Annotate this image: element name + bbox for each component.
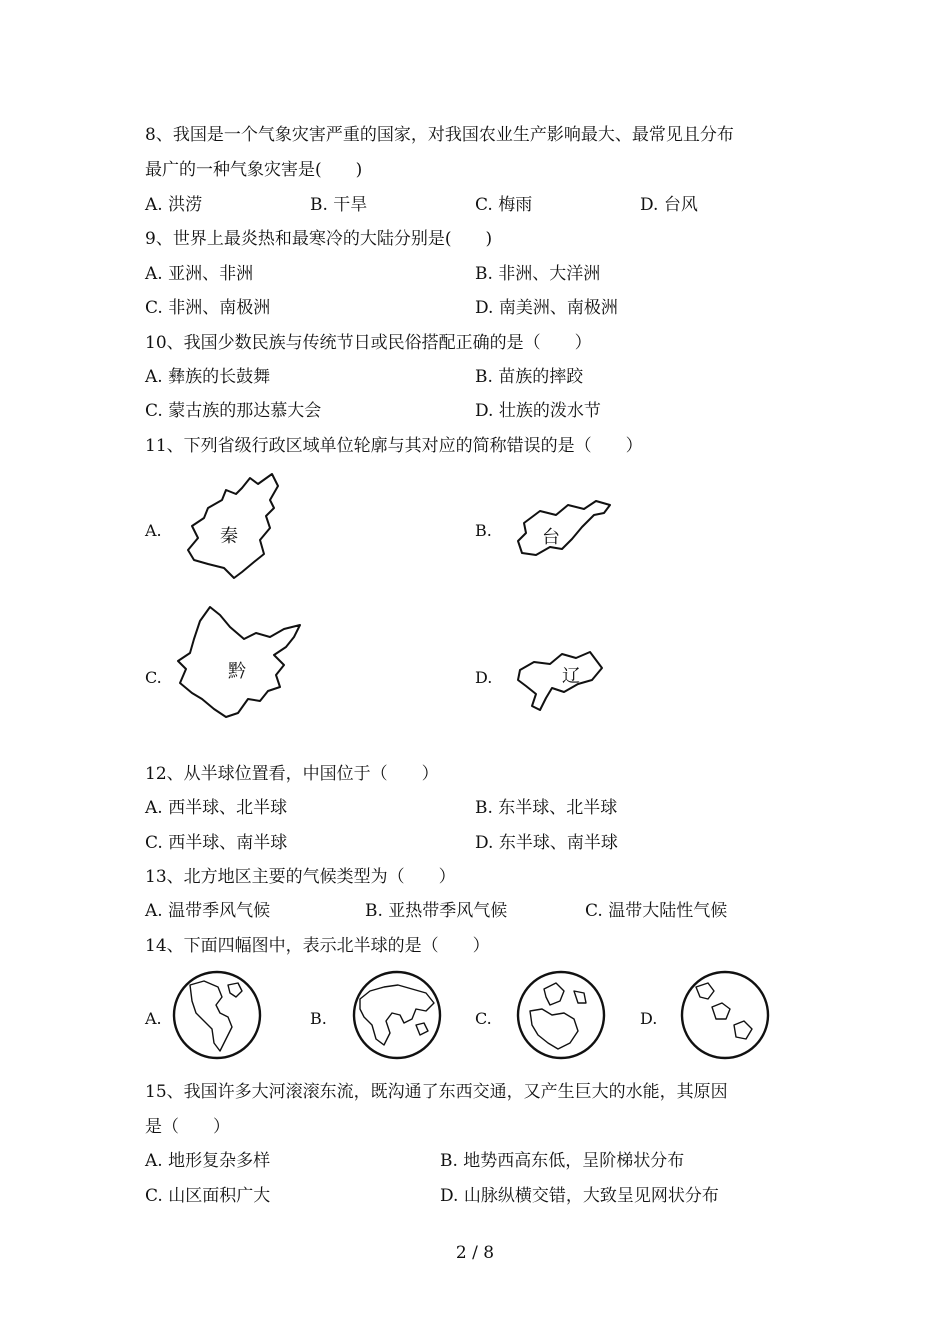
q15-stem-line2: 是（ ） (145, 1117, 230, 1137)
q9-option-d: D. 南美洲、南极洲 (475, 298, 618, 318)
q12-option-b: B. 东半球、北半球 (475, 798, 618, 818)
q11-stem: 11、下列省级行政区域单位轮廓与其对应的简称错误的是（ ） (145, 436, 643, 456)
q12-option-a: A. 西半球、北半球 (145, 798, 288, 818)
q11-label-b: B. (475, 521, 492, 540)
globe-b-icon (350, 973, 444, 1057)
q14-label-c: C. (475, 1009, 492, 1028)
yunnan-outline-map (172, 603, 307, 728)
q8-option-c: C. 梅雨 (475, 195, 533, 215)
q11-label-c: C. (145, 668, 162, 687)
q14-label-a: A. (145, 1009, 162, 1028)
q13-option-a: A. 温带季风气候 (145, 901, 271, 921)
q10-stem: 10、我国少数民族与传统节日或民俗搭配正确的是（ ） (145, 333, 592, 353)
shandong-outline-map (510, 495, 620, 565)
q13-option-b: B. 亚热带季风气候 (365, 901, 508, 921)
globe-c-icon (514, 973, 608, 1057)
q8-option-a: A. 洪涝 (145, 195, 203, 215)
q15-option-b: B. 地势西高东低，呈阶梯状分布 (440, 1151, 685, 1171)
globe-a-icon (170, 973, 264, 1057)
page-number: 2 / 8 (455, 1243, 495, 1263)
q9-option-c: C. 非洲、南极洲 (145, 298, 271, 318)
q11-map-label-b: 台 (542, 527, 560, 548)
q9-option-b: B. 非洲、大洋洲 (475, 264, 601, 284)
q10-option-b: B. 苗族的摔跤 (475, 367, 584, 387)
liaoning-outline-map (512, 640, 607, 720)
q11-map-label-d: 辽 (562, 666, 580, 687)
q12-option-c: C. 西半球、南半球 (145, 833, 288, 853)
q14-stem: 14、下面四幅图中，表示北半球的是（ ） (145, 936, 490, 956)
q10-option-c: C. 蒙古族的那达慕大会 (145, 401, 322, 421)
globe-d-icon (678, 973, 772, 1057)
q12-option-d: D. 东半球、南半球 (475, 833, 618, 853)
q10-option-a: A. 彝族的长鼓舞 (145, 367, 271, 387)
q14-label-b: B. (310, 1009, 327, 1028)
q9-option-a: A. 亚洲、非洲 (145, 264, 254, 284)
q15-option-a: A. 地形复杂多样 (145, 1151, 271, 1171)
q10-option-d: D. 壮族的泼水节 (475, 401, 601, 421)
q15-option-c: C. 山区面积广大 (145, 1186, 271, 1206)
q11-label-a: A. (145, 521, 162, 540)
q11-map-label-a: 秦 (220, 526, 238, 547)
q8-option-b: B. 干旱 (310, 195, 368, 215)
q11-label-d: D. (475, 668, 493, 687)
shaanxi-outline-map (180, 470, 290, 580)
q8-stem-line1: 8、我国是一个气象灾害严重的国家，对我国农业生产影响最大、最常见且分布 (145, 125, 734, 145)
q13-stem: 13、北方地区主要的气候类型为（ ） (145, 867, 456, 887)
q13-option-c: C. 温带大陆性气候 (585, 901, 728, 921)
q14-label-d: D. (640, 1009, 658, 1028)
q15-stem-line1: 15、我国许多大河滚滚东流，既沟通了东西交通，又产生巨大的水能，其原因 (145, 1082, 728, 1102)
q8-stem-line2: 最广的一种气象灾害是( ) (145, 160, 363, 180)
q15-option-d: D. 山脉纵横交错，大致呈见网状分布 (440, 1186, 719, 1206)
q11-map-label-c: 黔 (228, 661, 246, 682)
q9-stem: 9、世界上最炎热和最寒冷的大陆分别是( ) (145, 229, 493, 249)
q8-option-d: D. 台风 (640, 195, 698, 215)
q12-stem: 12、从半球位置看，中国位于（ ） (145, 764, 439, 784)
